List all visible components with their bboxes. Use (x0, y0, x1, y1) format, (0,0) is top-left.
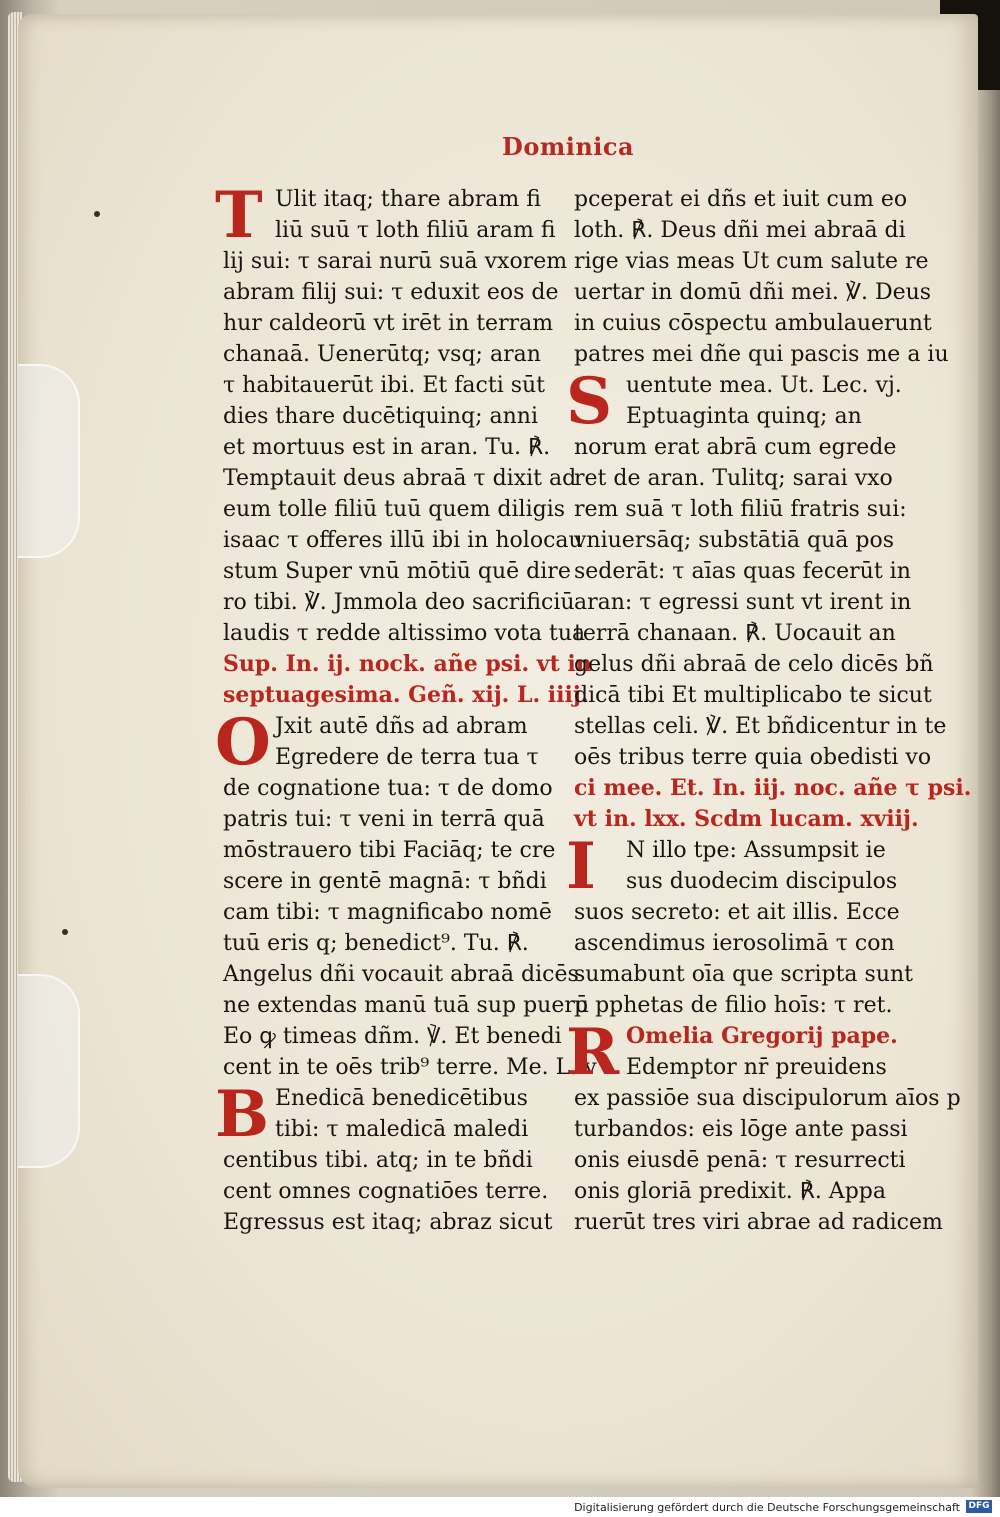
text-line: uentute mea. Ut. Lec. vj. (626, 373, 902, 398)
text-line: isaac τ offeres illū ibi in holocau (223, 528, 583, 553)
text-line: ret de aran. Tulitq; sarai vxo (574, 466, 893, 491)
text-line: ruerūt tres viri abrae ad radicem (574, 1210, 943, 1235)
text-line: lij sui: τ sarai nurū suā vxorem (223, 249, 568, 274)
text-line: stellas celi. ℣. Et bñdicentur in te (574, 714, 947, 739)
text-line: norum erat abrā cum egrede (574, 435, 897, 460)
text-line: Jxit autē dñs ad abram (275, 714, 528, 739)
running-title: Dominica (502, 132, 635, 161)
text-line: rem suā τ loth filiū fratris sui: (574, 497, 907, 522)
text-line: oēs tribus terre quia obedisti vo (574, 745, 932, 770)
text-line: Egressus est itaq; abraz sicut (223, 1210, 553, 1235)
text-line: Eptuaginta quinq; an (626, 404, 862, 429)
text-line: eum tolle filiū tuū quem diligis (223, 497, 566, 522)
text-line: patris tui: τ veni in terrā quā (223, 807, 545, 832)
text-line: ro tibi. ℣. Jmmola deo sacrificiū (223, 590, 575, 615)
ink-mark (94, 211, 100, 217)
rubric-initial: S (566, 364, 613, 439)
text-line: hur caldeorū vt irēt in terram (223, 311, 554, 336)
rubric-initial: I (566, 829, 596, 904)
text-line: patres mei dñe qui pascis me a iu (574, 342, 949, 367)
rubric-line: vt in. lxx. Scdm lucam. xviij. (574, 806, 919, 832)
text-line: vniuersāq; substātiā quā pos (574, 528, 894, 553)
text-line: tibi: τ maledicā maledi (275, 1117, 529, 1142)
rubric-line: ci mee. Et. In. iij. noc. añe τ psi. (574, 775, 972, 801)
rubric-initial: B (215, 1077, 270, 1152)
text-line: liū suū τ loth filiū aram fi (275, 218, 556, 243)
text-line: dies thare ducētiquinq; anni (223, 404, 538, 429)
text-line: onis eiusdē penā: τ resurrecti (574, 1148, 906, 1173)
text-line: tuū eris q; benedict⁹. Tu. ℟. (223, 931, 529, 956)
dfg-logo: DFG (966, 1500, 992, 1513)
text-line: Egredere de terra tua τ (275, 745, 539, 770)
text-line: mōstrauero tibi Faciāq; te cre (223, 838, 556, 863)
funding-credit: Digitalisierung gefördert durch die Deutsche Forschungsgemeinschaft (574, 1501, 960, 1514)
text-line: loth. ℟. Deus dñi mei abraā di (574, 218, 906, 243)
book-page (18, 14, 978, 1488)
text-line: cent in te oēs trib⁹ terre. Me. L. v (223, 1055, 597, 1080)
text-line: centibus tibi. atq; in te bñdi (223, 1148, 533, 1173)
text-line: scere in gentē magnā: τ bñdi (223, 869, 547, 894)
text-line: cam tibi: τ magnificabo nomē (223, 900, 552, 925)
left-column (215, 178, 597, 1238)
text-line: N illo tpe: Assumpsit ie (626, 838, 886, 863)
text-line: ne extendas manū tuā sup puerū (223, 993, 590, 1018)
text-line: Enedicā benedicētibus (275, 1086, 528, 1111)
text-line: aran: τ egressi sunt vt irent in (574, 590, 912, 615)
text-line: suos secreto: et ait illis. Ecce (574, 900, 900, 925)
text-line: sumabunt oīa que scripta sunt (574, 962, 914, 987)
rubric-line: Sup. In. ij. nock. añe psi. vt in (223, 651, 592, 677)
text-line: Eo ꝙ timeas dñm. ℣. Et benedi (223, 1024, 562, 1049)
right-column (566, 184, 972, 1238)
text-line: Ulit itaq; thare abram fi (275, 187, 541, 212)
text-line: terrā chanaan. ℟. Uocauit an (574, 621, 896, 646)
text-line: ex passiōe sua discipulorum aīos p (574, 1086, 961, 1111)
text-line: sus duodecim discipulos (626, 869, 898, 894)
clamp-tab-upper (18, 364, 80, 558)
text-line: stum Super vnū mōtiū quē dire (223, 559, 571, 584)
digitization-footer (0, 1497, 1000, 1517)
text-line: de cognatione tua: τ de domo (223, 776, 553, 801)
ink-mark (62, 929, 68, 935)
rubric-initial: R (566, 1015, 620, 1090)
text-line: onis gloriā predixit. ℟. Appa (574, 1179, 886, 1204)
text-line: rige vias meas Ut cum salute re (574, 249, 929, 274)
text-line: turbandos: eis lōge ante passi (574, 1117, 908, 1142)
text-line: ascendimus ierosolimā τ con (574, 931, 895, 956)
text-line: p pphetas de filio hoīs: τ ret. (574, 993, 893, 1018)
text-line: Angelus dñi vocauit abraā dicēs (223, 962, 579, 987)
clamp-tab-lower (18, 974, 80, 1168)
text-line: τ habitauerūt ibi. Et facti sūt (223, 373, 546, 398)
text-line: sederāt: τ aīas quas fecerūt in (574, 559, 911, 584)
rubric-line: Omelia Gregorij pape. (626, 1023, 898, 1049)
rubric-initial: T (215, 178, 263, 253)
text-line: gelus dñi abraā de celo dicēs bñ (574, 652, 934, 677)
rubric-initial: O (215, 705, 271, 780)
text-line: Temptauit deus abraā τ dixit ad (223, 466, 577, 491)
text-line: pceperat ei dñs et iuit cum eo (574, 187, 908, 212)
text-line: uertar in domū dñi mei. ℣. Deus (574, 280, 932, 305)
text-line: et mortuus est in aran. Tu. ℟. (223, 435, 551, 460)
text-line: dicā tibi Et multiplicabo te sicut (574, 683, 932, 708)
rubric-line: septuagesima. Geñ. xij. L. iiij. (223, 682, 589, 708)
text-line: Edemptor nr̄ preuidens (626, 1055, 887, 1080)
text-line: in cuius cōspectu ambulauerunt (574, 311, 932, 336)
text-line: abram filij sui: τ eduxit eos de (223, 280, 559, 305)
text-line: chanaā. Uenerūtq; vsq; aran (223, 342, 541, 367)
text-line: cent omnes cognatiōes terre. (223, 1179, 549, 1204)
text-line: laudis τ redde altissimo vota tua (223, 621, 586, 646)
